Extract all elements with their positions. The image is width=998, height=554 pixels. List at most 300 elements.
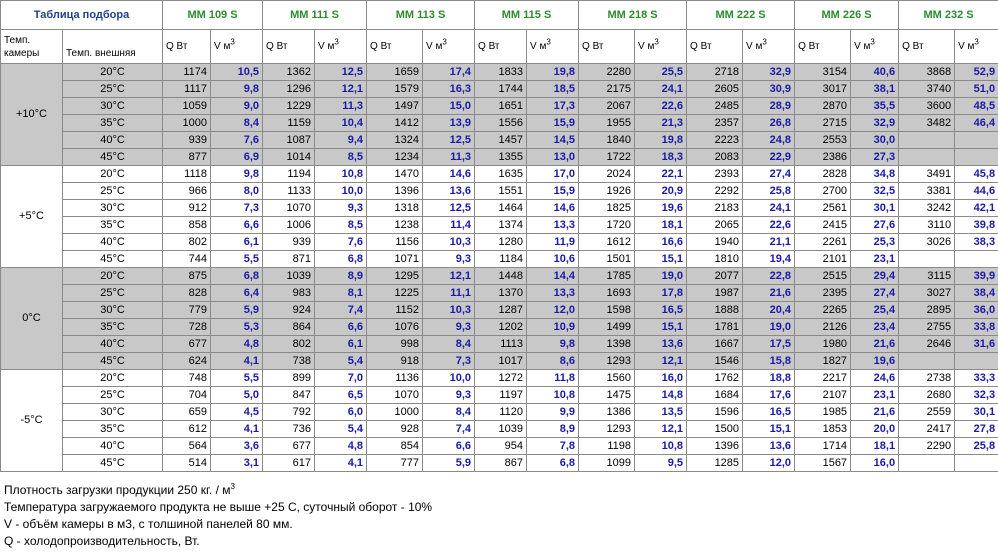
v-cell: 30,0 <box>851 132 899 149</box>
model-header: MM 111 S <box>263 1 367 30</box>
outside-temp-cell: 35°C <box>63 421 163 438</box>
q-cell: 3868 <box>899 64 955 81</box>
q-cell: 1470 <box>367 166 423 183</box>
q-cell: 1293 <box>579 421 635 438</box>
v-cell: 12,1 <box>635 353 687 370</box>
v-cell: 15,1 <box>743 421 795 438</box>
q-cell: 864 <box>263 319 315 336</box>
v-cell: 12,5 <box>423 132 475 149</box>
v-cell: 3,6 <box>211 438 263 455</box>
v-cell: 5,3 <box>211 319 263 336</box>
v-cell: 29,4 <box>851 268 899 285</box>
q-cell: 1556 <box>475 115 527 132</box>
v-cell: 9,8 <box>211 166 263 183</box>
outside-temp-cell: 40°C <box>63 438 163 455</box>
q-cell: 1720 <box>579 217 635 234</box>
table-row <box>1 268 998 285</box>
v-header <box>955 30 998 64</box>
q-cell: 1500 <box>687 421 743 438</box>
q-cell: 1280 <box>475 234 527 251</box>
q-cell: 3115 <box>899 268 955 285</box>
note-density-text: Плотность загрузки продукции 250 кг. / м <box>4 483 231 497</box>
q-cell: 1159 <box>263 115 315 132</box>
v-header-text: V м <box>638 41 655 52</box>
table-row <box>1 387 998 404</box>
v-cell: 6,6 <box>423 438 475 455</box>
v-cell: 25,5 <box>635 64 687 81</box>
v-header <box>527 30 579 64</box>
q-cell: 1840 <box>579 132 635 149</box>
v-cell: 6,1 <box>315 336 367 353</box>
q-cell: 3110 <box>899 217 955 234</box>
q-cell: 1598 <box>579 302 635 319</box>
outside-temp-cell: 20°C <box>63 166 163 183</box>
v-cell: 15,9 <box>527 183 579 200</box>
outside-temp-cell: 30°C <box>63 404 163 421</box>
v-cell: 8,5 <box>315 217 367 234</box>
outside-temp-header: Темп. внешняя <box>63 30 163 64</box>
v-cell <box>955 455 998 472</box>
v-cell: 26,8 <box>743 115 795 132</box>
q-cell: 858 <box>163 217 211 234</box>
q-cell: 677 <box>163 336 211 353</box>
q-cell: 1684 <box>687 387 743 404</box>
v-cell: 30,1 <box>851 200 899 217</box>
v-cell: 6,0 <box>315 404 367 421</box>
q-cell: 1229 <box>263 98 315 115</box>
table-row <box>1 234 998 251</box>
v-cell: 21,6 <box>851 404 899 421</box>
q-cell: 1744 <box>475 81 527 98</box>
v-cell: 40,6 <box>851 64 899 81</box>
v-cell: 27,8 <box>955 421 998 438</box>
q-cell: 2738 <box>899 370 955 387</box>
v-cell <box>955 251 998 268</box>
q-cell: 939 <box>163 132 211 149</box>
v-cell: 5,5 <box>211 370 263 387</box>
model-header: MM 226 S <box>795 1 899 30</box>
q-cell: 2223 <box>687 132 743 149</box>
q-cell: 912 <box>163 200 211 217</box>
q-cell: 2265 <box>795 302 851 319</box>
q-cell: 871 <box>263 251 315 268</box>
q-cell: 3482 <box>899 115 955 132</box>
v-cell: 9,0 <box>211 98 263 115</box>
q-cell: 1464 <box>475 200 527 217</box>
v-cell: 25,4 <box>851 302 899 319</box>
table-title: Таблица подбора <box>1 1 163 30</box>
q-cell: 1475 <box>579 387 635 404</box>
q-cell: 1722 <box>579 149 635 166</box>
q-cell: 1635 <box>475 166 527 183</box>
model-header-row <box>1 1 998 30</box>
q-cell: 3381 <box>899 183 955 200</box>
v-cell: 18,1 <box>635 217 687 234</box>
v-cell: 16,0 <box>635 370 687 387</box>
q-cell: 1000 <box>163 115 211 132</box>
v-cell: 10,5 <box>211 64 263 81</box>
v-cell: 21,6 <box>743 285 795 302</box>
v-cell: 24,8 <box>743 132 795 149</box>
v-cell: 19,4 <box>743 251 795 268</box>
v-cell: 5,4 <box>315 421 367 438</box>
v-cell: 44,6 <box>955 183 998 200</box>
q-cell: 1000 <box>367 404 423 421</box>
outside-temp-cell: 35°C <box>63 217 163 234</box>
table-row <box>1 370 998 387</box>
v-cell: 30,9 <box>743 81 795 98</box>
q-cell: 2107 <box>795 387 851 404</box>
q-cell: 1985 <box>795 404 851 421</box>
v-cell: 14,5 <box>527 132 579 149</box>
v-cell: 13,9 <box>423 115 475 132</box>
q-cell: 1987 <box>687 285 743 302</box>
q-cell <box>899 455 955 472</box>
q-header: Q Вт <box>367 30 423 64</box>
table-row <box>1 421 998 438</box>
v-cell: 35,5 <box>851 98 899 115</box>
v-cell: 9,3 <box>423 387 475 404</box>
q-cell <box>899 251 955 268</box>
q-cell: 1118 <box>163 166 211 183</box>
q-cell: 704 <box>163 387 211 404</box>
v-cell: 16,3 <box>423 81 475 98</box>
v-header <box>315 30 367 64</box>
v-cell: 28,9 <box>743 98 795 115</box>
outside-temp-cell: 20°C <box>63 370 163 387</box>
q-cell: 624 <box>163 353 211 370</box>
q-cell: 2417 <box>899 421 955 438</box>
table-row <box>1 336 998 353</box>
v-cell: 6,6 <box>315 319 367 336</box>
v-cell: 34,8 <box>851 166 899 183</box>
q-cell <box>899 149 955 166</box>
q-cell: 2101 <box>795 251 851 268</box>
v-cell: 4,8 <box>315 438 367 455</box>
outside-temp-cell: 35°C <box>63 319 163 336</box>
q-cell: 3027 <box>899 285 955 302</box>
q-cell: 564 <box>163 438 211 455</box>
q-cell: 2553 <box>795 132 851 149</box>
q-cell: 2605 <box>687 81 743 98</box>
q-cell: 2485 <box>687 98 743 115</box>
v-cell: 7,0 <box>315 370 367 387</box>
v-cell: 14,8 <box>635 387 687 404</box>
v-cell: 18,5 <box>527 81 579 98</box>
note-volume: V - объём камеры в м3, с толшиной панелей 80 мм. <box>4 517 293 531</box>
v-cell: 16,6 <box>635 234 687 251</box>
q-cell: 1197 <box>475 387 527 404</box>
camera-temp-label: +10°C <box>1 64 63 166</box>
v-cell: 9,9 <box>527 404 579 421</box>
v-cell: 27,4 <box>851 285 899 302</box>
outside-temp-cell: 45°C <box>63 251 163 268</box>
q-cell: 1579 <box>367 81 423 98</box>
v-cell: 7,4 <box>423 421 475 438</box>
q-cell: 736 <box>263 421 315 438</box>
q-cell: 1174 <box>163 64 211 81</box>
v-cell: 17,4 <box>423 64 475 81</box>
q-cell: 1499 <box>579 319 635 336</box>
q-cell: 2386 <box>795 149 851 166</box>
v-cell: 19,6 <box>635 200 687 217</box>
q-header: Q Вт <box>687 30 743 64</box>
outside-temp-cell: 25°C <box>63 387 163 404</box>
v-cell: 12,5 <box>315 64 367 81</box>
temp-group <box>1 370 998 472</box>
q-cell: 966 <box>163 183 211 200</box>
q-cell: 2217 <box>795 370 851 387</box>
v-cell: 20,4 <box>743 302 795 319</box>
v-cell: 27,4 <box>743 166 795 183</box>
q-cell: 1070 <box>263 200 315 217</box>
v-cell: 12,1 <box>423 268 475 285</box>
q-cell: 1396 <box>687 438 743 455</box>
q-cell: 2292 <box>687 183 743 200</box>
v-cell: 8,1 <box>315 285 367 302</box>
table-row <box>1 285 998 302</box>
q-cell: 1370 <box>475 285 527 302</box>
q-cell: 3242 <box>899 200 955 217</box>
q-cell: 779 <box>163 302 211 319</box>
v-header <box>423 30 475 64</box>
v-cell: 7,6 <box>211 132 263 149</box>
q-cell: 1940 <box>687 234 743 251</box>
q-cell: 1362 <box>263 64 315 81</box>
q-cell: 659 <box>163 404 211 421</box>
camera-temp-label: +5°C <box>1 166 63 268</box>
v-header-text: V м <box>318 41 335 52</box>
q-cell: 1238 <box>367 217 423 234</box>
v-cell: 36,0 <box>955 302 998 319</box>
v-header <box>743 30 795 64</box>
v-cell: 6,6 <box>211 217 263 234</box>
q-cell: 2175 <box>579 81 635 98</box>
q-cell: 1412 <box>367 115 423 132</box>
v-cell: 22,8 <box>743 268 795 285</box>
table-row <box>1 166 998 183</box>
v-cell: 10,9 <box>527 319 579 336</box>
v-cell: 7,3 <box>423 353 475 370</box>
q-cell: 677 <box>263 438 315 455</box>
q-header: Q Вт <box>795 30 851 64</box>
q-cell: 1396 <box>367 183 423 200</box>
v-cell: 6,5 <box>315 387 367 404</box>
note-product-temp: Температура загружаемого продукта не выше +25 С, суточный оборот - 10% <box>4 500 433 514</box>
v-cell: 14,6 <box>527 200 579 217</box>
table-row <box>1 64 998 81</box>
v-cell: 5,0 <box>211 387 263 404</box>
q-cell: 2083 <box>687 149 743 166</box>
v-cell: 9,8 <box>527 336 579 353</box>
q-cell: 1184 <box>475 251 527 268</box>
v-cell: 52,9 <box>955 64 998 81</box>
table-row <box>1 455 998 472</box>
v-cell: 15,8 <box>743 353 795 370</box>
v-cell: 9,4 <box>315 132 367 149</box>
v-cell: 5,4 <box>315 353 367 370</box>
v-cell: 19,8 <box>527 64 579 81</box>
v-cell: 17,3 <box>527 98 579 115</box>
v-cell: 10,0 <box>423 370 475 387</box>
model-header: MM 222 S <box>687 1 795 30</box>
v-header-text: V м <box>958 41 975 52</box>
table-row <box>1 404 998 421</box>
table-row <box>1 149 998 166</box>
q-cell: 1457 <box>475 132 527 149</box>
q-cell: 1293 <box>579 353 635 370</box>
q-cell: 867 <box>475 455 527 472</box>
v-cell: 8,4 <box>211 115 263 132</box>
v-cell: 10,6 <box>527 251 579 268</box>
v-cell: 16,5 <box>635 302 687 319</box>
table-row <box>1 319 998 336</box>
v-header-sup: 3 <box>442 37 447 47</box>
v-cell: 21,3 <box>635 115 687 132</box>
v-cell: 15,0 <box>423 98 475 115</box>
q-cell: 1825 <box>579 200 635 217</box>
q-cell: 877 <box>163 149 211 166</box>
q-cell: 1714 <box>795 438 851 455</box>
temp-group <box>1 268 998 370</box>
q-cell: 1762 <box>687 370 743 387</box>
v-cell: 9,3 <box>315 200 367 217</box>
q-cell: 1071 <box>367 251 423 268</box>
q-cell: 1070 <box>367 387 423 404</box>
q-cell: 3017 <box>795 81 851 98</box>
v-cell: 13,0 <box>527 149 579 166</box>
v-cell: 19,0 <box>743 319 795 336</box>
q-cell: 744 <box>163 251 211 268</box>
q-cell: 1133 <box>263 183 315 200</box>
q-cell: 1099 <box>579 455 635 472</box>
v-cell: 4,8 <box>211 336 263 353</box>
v-cell: 11,1 <box>423 285 475 302</box>
v-cell: 18,3 <box>635 149 687 166</box>
q-cell: 1651 <box>475 98 527 115</box>
v-cell: 11,3 <box>315 98 367 115</box>
v-cell: 18,8 <box>743 370 795 387</box>
v-cell: 9,5 <box>635 455 687 472</box>
v-cell: 6,8 <box>527 455 579 472</box>
q-cell: 1087 <box>263 132 315 149</box>
v-header-sup: 3 <box>230 37 235 47</box>
q-cell: 2280 <box>579 64 635 81</box>
q-cell: 2393 <box>687 166 743 183</box>
v-cell: 22,6 <box>635 98 687 115</box>
v-cell: 3,1 <box>211 455 263 472</box>
q-cell: 1386 <box>579 404 635 421</box>
v-cell: 9,3 <box>423 319 475 336</box>
q-cell: 1198 <box>579 438 635 455</box>
v-header <box>635 30 687 64</box>
v-cell: 23,1 <box>851 387 899 404</box>
v-cell: 21,6 <box>851 336 899 353</box>
q-cell: 1560 <box>579 370 635 387</box>
q-cell: 1955 <box>579 115 635 132</box>
v-cell: 48,5 <box>955 98 998 115</box>
table-row <box>1 115 998 132</box>
temp-group <box>1 166 998 268</box>
outside-temp-cell: 40°C <box>63 132 163 149</box>
q-cell: 2183 <box>687 200 743 217</box>
v-cell: 11,9 <box>527 234 579 251</box>
q-cell: 1781 <box>687 319 743 336</box>
v-cell: 15,1 <box>635 251 687 268</box>
q-cell: 1501 <box>579 251 635 268</box>
q-cell: 1202 <box>475 319 527 336</box>
v-cell: 5,9 <box>423 455 475 472</box>
v-cell: 10,8 <box>635 438 687 455</box>
v-cell: 32,5 <box>851 183 899 200</box>
v-cell: 32,3 <box>955 387 998 404</box>
camera-temp-header: Темп. камеры <box>1 30 63 64</box>
q-cell: 1017 <box>475 353 527 370</box>
notes <box>4 482 432 550</box>
q-cell: 1287 <box>475 302 527 319</box>
v-cell: 19,6 <box>851 353 899 370</box>
table-row <box>1 98 998 115</box>
q-cell: 998 <box>367 336 423 353</box>
note-density <box>4 482 432 499</box>
v-cell: 4,1 <box>315 455 367 472</box>
model-header: MM 115 S <box>475 1 579 30</box>
v-cell: 11,4 <box>423 217 475 234</box>
note-capacity: Q - холодопроизводительность, Вт. <box>4 534 200 548</box>
q-cell: 2290 <box>899 438 955 455</box>
q-cell: 928 <box>367 421 423 438</box>
outside-temp-cell: 30°C <box>63 200 163 217</box>
v-cell: 4,1 <box>211 353 263 370</box>
q-cell: 854 <box>367 438 423 455</box>
v-cell: 9,8 <box>211 81 263 98</box>
q-cell <box>899 353 955 370</box>
outside-temp-cell: 40°C <box>63 336 163 353</box>
q-cell: 1926 <box>579 183 635 200</box>
q-cell: 777 <box>367 455 423 472</box>
v-cell: 14,4 <box>527 268 579 285</box>
q-cell: 2415 <box>795 217 851 234</box>
v-cell: 16,0 <box>851 455 899 472</box>
v-cell: 7,8 <box>527 438 579 455</box>
table-row <box>1 353 998 370</box>
subheader-row <box>1 30 998 64</box>
outside-temp-cell: 25°C <box>63 285 163 302</box>
v-cell: 8,4 <box>423 336 475 353</box>
q-cell: 2646 <box>899 336 955 353</box>
q-cell: 728 <box>163 319 211 336</box>
v-cell <box>955 353 998 370</box>
q-cell: 792 <box>263 404 315 421</box>
camera-temp-label: -5°C <box>1 370 63 472</box>
v-cell: 7,3 <box>211 200 263 217</box>
v-cell: 8,6 <box>527 353 579 370</box>
outside-temp-cell: 20°C <box>63 64 163 81</box>
outside-temp-cell: 45°C <box>63 149 163 166</box>
q-header: Q Вт <box>899 30 955 64</box>
v-cell: 11,3 <box>423 149 475 166</box>
v-cell: 22,6 <box>743 217 795 234</box>
v-header-sup: 3 <box>762 37 767 47</box>
v-cell: 22,9 <box>743 149 795 166</box>
q-cell: 1318 <box>367 200 423 217</box>
outside-temp-cell: 45°C <box>63 455 163 472</box>
v-header-text: V м <box>854 41 871 52</box>
v-cell: 16,5 <box>743 404 795 421</box>
note-density-sup: 3 <box>230 482 235 491</box>
v-cell: 25,8 <box>955 438 998 455</box>
v-cell: 27,3 <box>851 149 899 166</box>
